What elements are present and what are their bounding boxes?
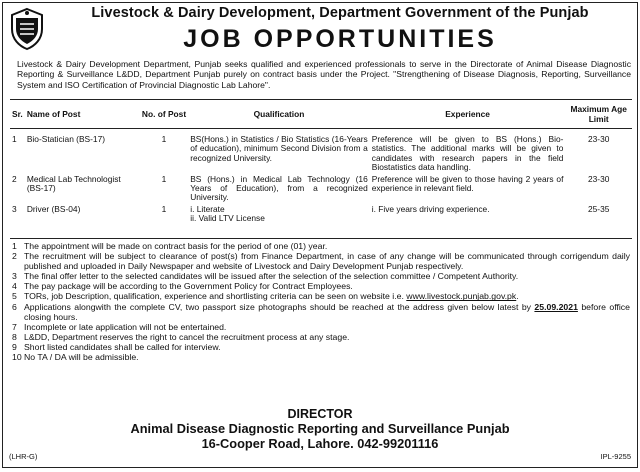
table-row (10, 204, 632, 225)
row-qualification: BS(Hons.) in Statistics / Bio Statistics (16-Years of education), minimum Second Division from a recognized University. (190, 134, 368, 163)
term-item: 5 TORs, job Description, qualification, experience and shortlisting criteria can be seen on website i.e. www.livestock.punjab.gov.pk. (12, 291, 519, 302)
term-item: 2 The recruitment will be subject to clearance of post(s) from Finance Department, in case of any change will be communicated through corrigendum daily published and uploaded in Daily Newspaper and website of Livestock and Dairy Development Punjab respectively. (12, 251, 630, 272)
row-sr: 1 (12, 134, 17, 144)
department-title: Livestock & Dairy Development, Department Government of the Punjab (91, 5, 589, 21)
row-age-limit: 23-30 (587, 173, 610, 184)
term-item: 8 L&DD, Department reserves the right to cancel the recruitment process at any stage. (12, 331, 350, 342)
row-qualification (188, 204, 370, 225)
header-no-of-post: No. of Post (140, 100, 188, 129)
qualification-item: i. Literate (190, 203, 225, 214)
header-qualification: Qualification (188, 100, 370, 129)
punjab-government-emblem-icon (9, 7, 45, 51)
row-experience: Preference will be given to those having 2 years of experience in relevant field. (371, 173, 564, 194)
posts-table (10, 99, 632, 225)
header-experience: Experience (370, 100, 566, 129)
term-item: 7 Incomplete or late application will not be entertained. (12, 321, 227, 332)
table-row (10, 174, 632, 204)
header-max-age: Maximum Age Limit (565, 100, 632, 129)
row-post-count: 1 (161, 203, 167, 214)
table-row (10, 129, 632, 174)
row-post-name: Bio-Statician (BS-17) (26, 134, 106, 144)
term-item: 6 Applications alongwith the complete CV, two passport size photographs should be reached at the address given below latest by 25.09.2021 before office closing hours. (12, 301, 630, 322)
code-right: IPL-9255 (600, 452, 631, 461)
intro-paragraph: Livestock & Dairy Development Department, Punjab seeks qualified and experienced professionals to serve in the Directorate of Animal Disease Diagnostic Reporting & Surveillance L&DD, Department Punjab purely on contract basis under the Project. "Strengthening of Disease Diagnosis, Reporting, Surveillance System and ISO Certification of Provincial Diagnostic Lab Lahore". (17, 59, 631, 90)
header-name-of-post: Name of Post (25, 100, 140, 129)
row-age-limit: 25-35 (587, 203, 610, 214)
deadline-date: 25.09.2021 (534, 301, 578, 312)
row-age-limit: 23-30 (587, 134, 610, 144)
terms-list (12, 241, 630, 362)
row-post-name: Medical Lab Technologist (BS-17) (26, 173, 121, 194)
office-name: Animal Disease Diagnostic Reporting and Surveillance Punjab (130, 421, 510, 436)
row-post-count: 1 (161, 134, 167, 144)
table-bottom-rule (10, 238, 632, 239)
term-item: 10 No TA / DA will be admissible. (12, 352, 139, 363)
term-item: 4 The pay package will be according to the Government Policy for Contract Employees. (12, 281, 353, 292)
row-sr: 3 (12, 203, 17, 214)
row-experience: i. Five years driving experience. (371, 203, 490, 214)
table-header-row (10, 100, 632, 129)
term-item: 9 Short listed candidates shall be called for interview. (12, 341, 221, 352)
row-post-name: Driver (BS-04) (26, 203, 81, 214)
row-qualification: BS (Hons.) in Medical Lab Technology (16 Years of Education), from a recognized University. (190, 173, 368, 203)
code-left: (LHR-G) (9, 452, 38, 461)
website-link[interactable]: www.livestock.punjab.gov.pk (406, 291, 517, 302)
row-experience: Preference will be given to BS (Hons.) Bio-statistics. The additional marks will be given to candidates with research papers in the field Biostatistics data handling. (371, 134, 564, 173)
job-opportunities-heading: JOB OPPORTUNITIES (183, 25, 497, 53)
header-sr: Sr. (10, 100, 25, 129)
term-item: 3 The final offer letter to the selected candidates will be issued after the selection of the selection committee / Competent Authority. (12, 271, 519, 282)
row-sr: 2 (12, 173, 17, 184)
job-advertisement (2, 2, 638, 468)
row-post-count: 1 (161, 173, 167, 184)
director-title: DIRECTOR (287, 407, 353, 421)
qualification-item: ii. Valid LTV License (190, 213, 265, 224)
term-item: 1 The appointment will be made on contract basis for the period of one (01) year. (12, 241, 328, 251)
office-address: 16-Cooper Road, Lahore. 042-99201116 (201, 436, 439, 451)
